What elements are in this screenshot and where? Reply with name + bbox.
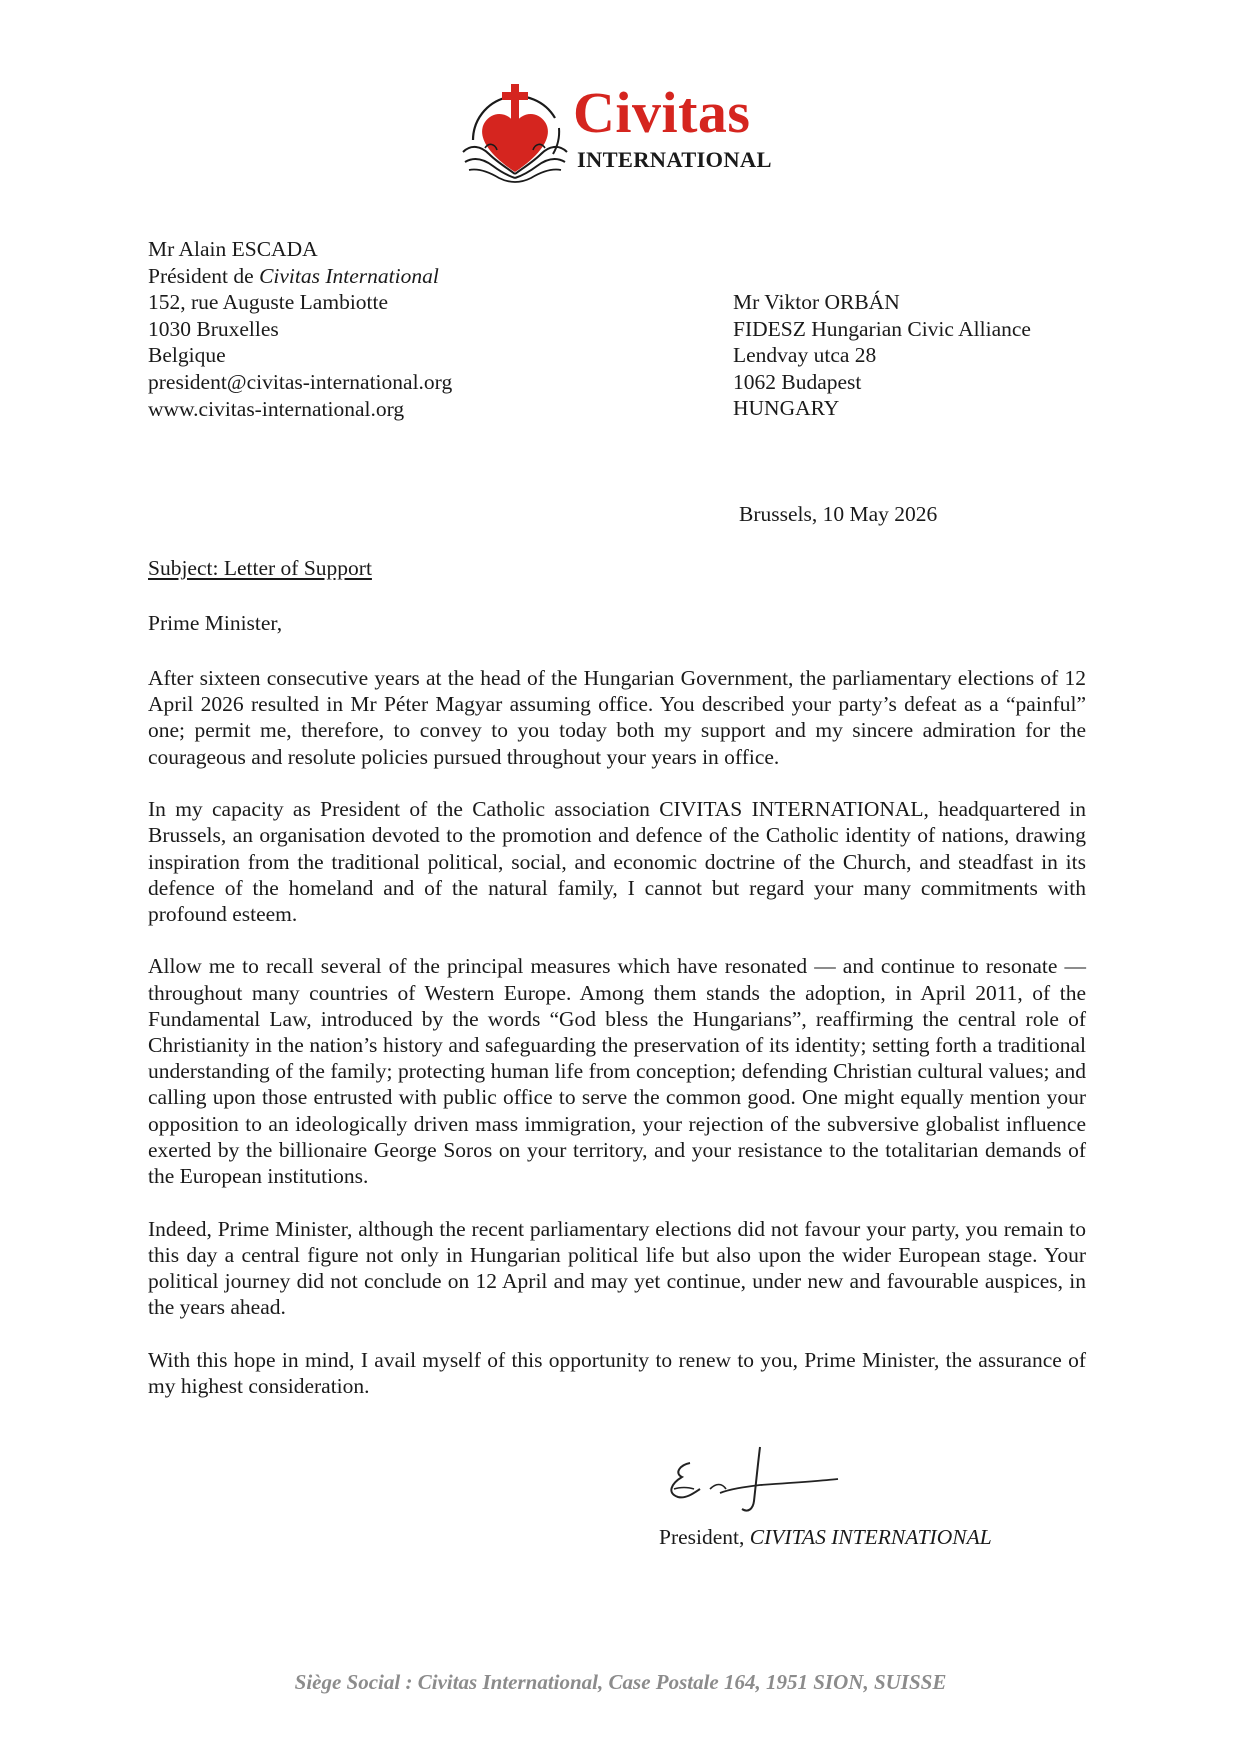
- sender-city: 1030 Bruxelles: [148, 316, 279, 341]
- letter-subject: Subject: Letter of Support: [148, 556, 372, 580]
- signatory-title: [659, 1524, 992, 1550]
- cross-heart-hands-icon: [455, 70, 575, 190]
- signatory-title-prefix: President,: [659, 1525, 750, 1549]
- sender-title-org: Civitas International: [259, 263, 439, 288]
- body-paragraph: In my capacity as President of the Catholic association CIVITAS INTERNATIONAL, headquartered in Brussels, an organisation devoted to the promotion and defence of the Catholic identity of nations, drawing inspiration from the traditional political, social, and economic doctrine of the Church, and steadfast in its defence of the homeland and of the natural family, I cannot but regard your many commitments with profound esteem.: [148, 797, 1086, 926]
- civitas-logo: [455, 70, 795, 190]
- sender-title: [148, 263, 452, 290]
- body-paragraph: With this hope in mind, I avail myself of this opportunity to renew to you, Prime Minister, the assurance of my highest consideration.: [148, 1347, 1086, 1398]
- letter-salutation: Prime Minister,: [148, 611, 283, 635]
- sender-title-prefix: Président de: [148, 263, 260, 288]
- recipient-name: Mr Viktor ORBÁN: [733, 290, 900, 314]
- body-paragraph: After sixteen consecutive years at the head of the Hungarian Government, the parliamentary elections of 12 April 2026 resulted in Mr Péter Magyar assuming office. You described your party’s defeat as a “painful” one; permit me, therefore, to convey to you today both my support and my sincere admiration for the courageous and resolute policies pursued throughout your years in office.: [148, 666, 1086, 769]
- sender-email: president@civitas-international.org: [148, 369, 453, 394]
- sender-website: www.civitas-international.org: [148, 396, 405, 421]
- body-paragraph: Indeed, Prime Minister, although the recent parliamentary elections did not favour your party, you remain to this day a central figure not only in Hungarian political life but also upon the wider European stage. Your political journey did not conclude on 12 April and may yet continue, under new and favourable auspices, in the years ahead.: [148, 1216, 1086, 1320]
- recipient-country: HUNGARY: [733, 396, 840, 421]
- sender-name: Mr Alain ESCADA: [148, 237, 318, 261]
- sender-country: Belgique: [148, 343, 226, 368]
- letter-date: Brussels, 10 May 2026: [739, 502, 938, 526]
- recipient-address: [733, 289, 1031, 422]
- recipient-city: 1062 Budapest: [733, 369, 862, 394]
- recipient-organisation: FIDESZ Hungarian Civic Alliance: [733, 316, 1031, 341]
- signatory-title-org: CIVITAS INTERNATIONAL: [749, 1525, 992, 1549]
- recipient-street: Lendvay utca 28: [733, 343, 877, 368]
- sender-address: [148, 236, 452, 422]
- handwritten-signature: [660, 1443, 840, 1525]
- letter-body: [148, 665, 1086, 1425]
- logo-wordmark: Civitas: [573, 80, 751, 145]
- registered-office-footer: Siège Social : Civitas International, Case Postale 164, 1951 SION, SUISSE: [294, 1670, 947, 1694]
- body-paragraph: Allow me to recall several of the principal measures which have resonated — and continue to resonate — throughout many countries of Western Europe. Among them stands the adoption, in April 2011, of the Fundamental Law, introduced by the words “God bless the Hungarians”, reaffirming the central role of Christianity in the nation’s history and safeguarding the preservation of its identity; setting forth a traditional understanding of the family; protecting human life from conception; defending Christian cultural values; and calling upon those entrusted with public office to serve the common good. One might equally mention your opposition to an ideologically driven mass immigration, your rejection of the subversive globalist influence exerted by the billionaire George Soros on your territory, and your resistance to the totalitarian demands of the European institutions.: [148, 954, 1086, 1189]
- logo-subtitle: INTERNATIONAL: [577, 147, 772, 172]
- sender-street: 152, rue Auguste Lambiotte: [148, 290, 389, 315]
